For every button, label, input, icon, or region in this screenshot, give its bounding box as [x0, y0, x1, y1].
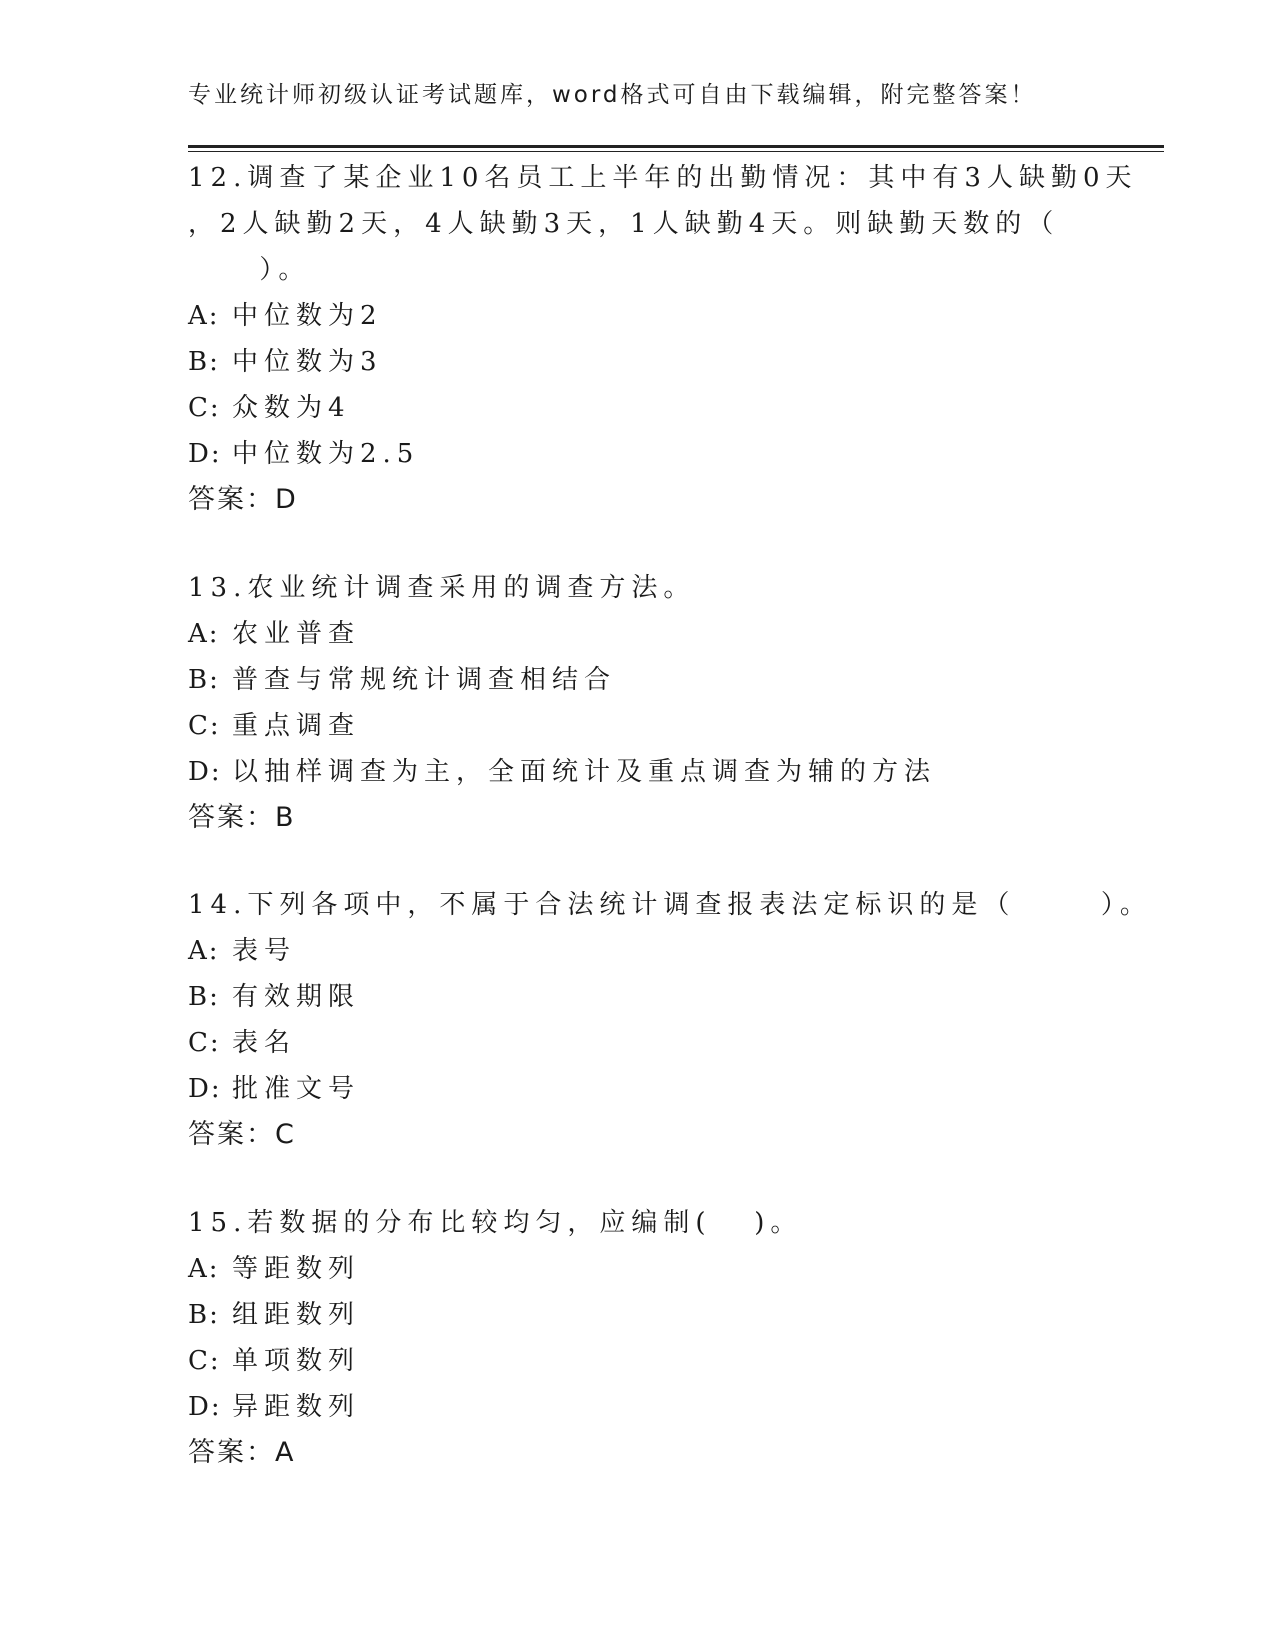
option-text: 异距数列: [232, 1392, 361, 1422]
header-rule-thin: [188, 151, 1164, 152]
option-text: 批准文号: [232, 1074, 361, 1104]
question-12: [188, 155, 1138, 523]
option-b: [188, 1292, 1088, 1338]
header-rule-thick: [188, 145, 1164, 148]
option-c: [188, 703, 1088, 749]
option-c: [188, 385, 1088, 431]
option-text: 重点调查: [232, 711, 361, 741]
option-letter: B:: [188, 347, 220, 377]
option-b: [188, 657, 1088, 703]
option-letter: A:: [188, 1254, 220, 1284]
option-d: [188, 1066, 1088, 1112]
header-note: 专业统计师初级认证考试题库，word格式可自由下载编辑，附完整答案！: [188, 82, 1037, 108]
option-text: 表名: [232, 1028, 297, 1058]
option-letter: C:: [188, 393, 221, 423]
option-letter: C:: [188, 1028, 221, 1058]
option-letter: C:: [188, 1346, 221, 1376]
option-d: [188, 749, 1088, 795]
option-b: [188, 339, 1088, 385]
answer-line: 答案：C: [188, 1119, 296, 1150]
option-text: 农业普查: [232, 619, 361, 649]
answer-line: 答案：D: [188, 484, 298, 515]
option-letter: D:: [188, 1074, 222, 1104]
option-d: [188, 431, 1088, 477]
option-text: 等距数列: [232, 1254, 361, 1284]
question-15: [188, 1200, 1088, 1476]
option-text: 中位数为2: [232, 301, 383, 331]
option-d: [188, 1384, 1088, 1430]
option-text: 中位数为3: [232, 347, 383, 377]
question-stem-line: 14.下列各项中，不属于合法统计调查报表法定标识的是（ ）。: [188, 890, 1152, 920]
option-a: [188, 928, 1088, 974]
option-text: 众数为4: [232, 393, 351, 423]
option-letter: D:: [188, 757, 222, 787]
option-letter: D:: [188, 1392, 222, 1422]
option-letter: A:: [188, 936, 220, 966]
question-stem-line: ，2人缺勤2天，4人缺勤3天，1人缺勤4天。则缺勤天数的（: [188, 209, 1060, 239]
option-text: 普查与常规统计调查相结合: [232, 665, 617, 695]
answer-line: 答案：A: [188, 1437, 296, 1468]
question-stem-line: ）。: [188, 255, 311, 285]
option-letter: B:: [188, 982, 220, 1012]
option-a: [188, 611, 1088, 657]
option-letter: D:: [188, 439, 222, 469]
option-a: [188, 293, 1088, 339]
question-14: [188, 882, 1152, 1158]
option-a: [188, 1246, 1088, 1292]
answer-line: 答案：B: [188, 802, 296, 833]
option-c: [188, 1020, 1088, 1066]
question-13: [188, 565, 1088, 841]
option-letter: A:: [188, 301, 220, 331]
option-letter: C:: [188, 711, 221, 741]
question-stem-line: 13.农业统计调查采用的调查方法。: [188, 573, 696, 603]
option-c: [188, 1338, 1088, 1384]
option-letter: A:: [188, 619, 220, 649]
option-letter: B:: [188, 1300, 220, 1330]
option-text: 中位数为2.5: [232, 439, 420, 469]
option-text: 表号: [232, 936, 297, 966]
option-text: 组距数列: [232, 1300, 361, 1330]
option-text: 以抽样调查为主，全面统计及重点调查为辅的方法: [232, 757, 937, 787]
option-text: 单项数列: [232, 1346, 361, 1376]
option-text: 有效期限: [232, 982, 361, 1012]
option-letter: B:: [188, 665, 220, 695]
question-stem-line: 12.调查了某企业10名员工上半年的出勤情况：其中有3人缺勤0天: [188, 163, 1138, 193]
option-b: [188, 974, 1088, 1020]
question-stem-line: 15.若数据的分布比较均匀，应编制( )。: [188, 1208, 803, 1238]
